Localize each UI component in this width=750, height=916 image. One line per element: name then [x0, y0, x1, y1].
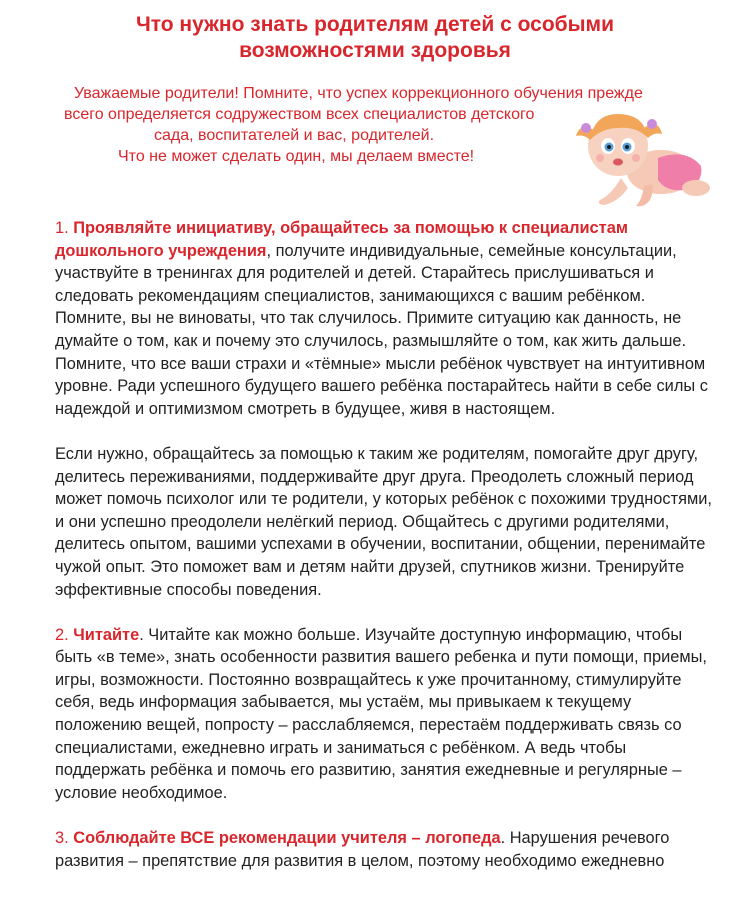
section-3-number: 3. [55, 829, 74, 848]
title-line-2: возможностями здоровья [239, 39, 511, 62]
crawling-baby-icon [566, 100, 716, 210]
page-title [60, 12, 690, 64]
intro-line-2: всего определяется содружеством всех специалистов детского [64, 106, 535, 123]
section-3 [55, 827, 715, 872]
intro-line-3: сада, воспитателей и вас, родителей. [154, 127, 435, 144]
article-body [55, 217, 715, 895]
section-3-heading: Соблюдайте ВСЕ рекомендации учителя – логопеда [73, 829, 501, 848]
section-2 [55, 624, 715, 805]
section-1-heading: Проявляйте инициативу, обращайтесь за помощью к специалистам дошкольного учреждения [55, 219, 628, 260]
section-2-number: 2. [55, 625, 74, 644]
paragraph-2: Если нужно, обращайтесь за помощью к таким же родителям, помогайте друг другу, делитесь переживаниями, поддерживайте друг друга. Преодолеть сложный период может помочь психолог или те родители, у которых ребёнок с похожими трудностями, и они успешно преодолели нелёгкий период. Общайтесь с другими родителями, делитесь опытом, вашими успехами в обучении, воспитании, общении, перенимайте чужой опыт. Это поможет вам и детям найти друзей, спутников жизни. Тренируйте эффективные способы поведения. [55, 444, 712, 599]
section-1-number: 1. [55, 219, 74, 237]
section-3-text: . Нарушения речевого развития – препятствие для развития в целом, поэтому необходимо ежедневно [55, 829, 670, 870]
intro-line-4: Что не может сделать один, мы делаем вместе! [118, 148, 475, 165]
section-1-text: , получите индивидуальные, семейные консультации, участвуйте в тренингах для родителей и детей. Старайтесь прислушиваться и следовать рекомендациям специалистов, занимающихся с вашим ребёнком. Помните, вы не виноваты, что так случилось. Примите ситуацию как данность, не думайте о том, как и почему это случилось, размышляйте о том, как жить дальше. Помните, что все ваши страхи и «тёмные» мысли ребёнок чувствует на интуитивном уровне. Ради успешного будущего вашего ребёнка постарайтесь найти в себе силы с надеждой и оптимизмом смотреть в будущее, живя в настоящем. [55, 241, 708, 418]
section-2-text: . Читайте как можно больше. Изучайте доступную информацию, чтобы быть «в теме», знать особенности развития вашего ребенка и пути помощи, приемы, игры, возможности. Постоянно возвращайтесь к уже прочитанному, стимулируйте себя, ведь информация забывается, мы устаём, мы привыкаем к текущему положению вещей, попросту – расслабляемся, перестаём поддерживать связь со специалистами, ежедневно играть и заниматься с ребёнком. А ведь чтобы поддержать ребёнка и помочь его развитию, занятия ежедневные и регулярные – условие необходимое. [55, 625, 707, 802]
section-2-heading: Читайте [73, 625, 140, 644]
section-1 [55, 217, 715, 420]
title-line-1: Что нужно знать родителям детей с особыми [135, 13, 615, 36]
intro-line-1: Уважаемые родители! Помните, что успех коррекционного обучения прежде [74, 85, 643, 102]
